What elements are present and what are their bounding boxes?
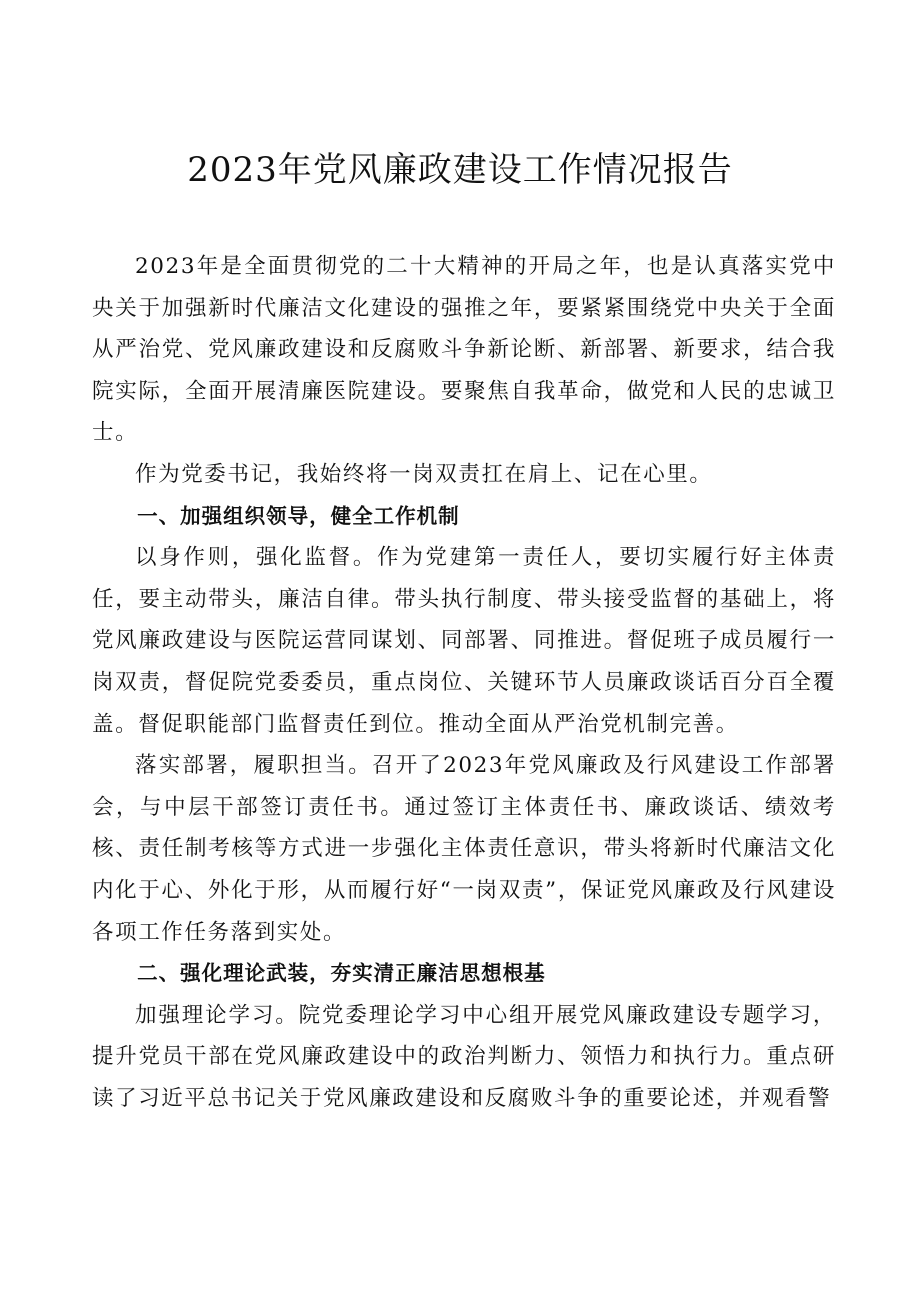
document-body (92, 246, 836, 1119)
section-2-heading: 二、强化理论武装，夯实清正廉洁思想根基 (137, 961, 546, 986)
section-1-paragraph-2: 落实部署，履职担当。召开了2023年党风廉政及行风建设工作部署会，与中层干部签订责任书。通过签订主体责任书、廉政谈话、绩效考核、责任制考核等方式进一步强化主体责任意识，带头将新时代廉洁文化内化于心、外化于形，从而履行好“一岗双责”，保证党风廉政及行风建设各项工作任务落到实处。 (92, 753, 836, 945)
intro-paragraph-2: 作为党委书记，我始终将一岗双责扛在肩上、记在心里。 (135, 461, 713, 487)
document-title: 2023年党风廉政建设工作情况报告 (187, 150, 733, 190)
section-1-paragraph-1: 以身作则，强化监督。作为党建第一责任人，要切实履行好主体责任，要主动带头，廉洁自律。带头执行制度、带头接受监督的基础上，将党风廉政建设与医院运营同谋划、同部署、同推进。督促班子成员履行一岗双责，督促院党委委员，重点岗位、关键环节人员廉政谈话百分百全覆盖。督促职能部门监督责任到位。推动全面从严治党机制完善。 (92, 545, 836, 737)
section-1-heading: 一、加强组织领导，健全工作机制 (137, 503, 460, 528)
intro-paragraph-1: 2023年是全面贯彻党的二十大精神的开局之年，也是认真落实党中央关于加强新时代廉洁文化建设的强推之年，要紧紧围绕党中央关于全面从严治党、党风廉政建设和反腐败斗争新论断、新部署、新要求，结合我院实际，全面开展清廉医院建设。要聚焦自我革命，做党和人民的忠诚卫士。 (92, 254, 836, 446)
section-2-paragraph-1: 加强理论学习。院党委理论学习中心组开展党风廉政建设专题学习，提升党员干部在党风廉政建设中的政治判断力、领悟力和执行力。重点研读了习近平总书记关于党风廉政建设和反腐败斗争的重要论述，并观看警 (92, 1002, 836, 1111)
